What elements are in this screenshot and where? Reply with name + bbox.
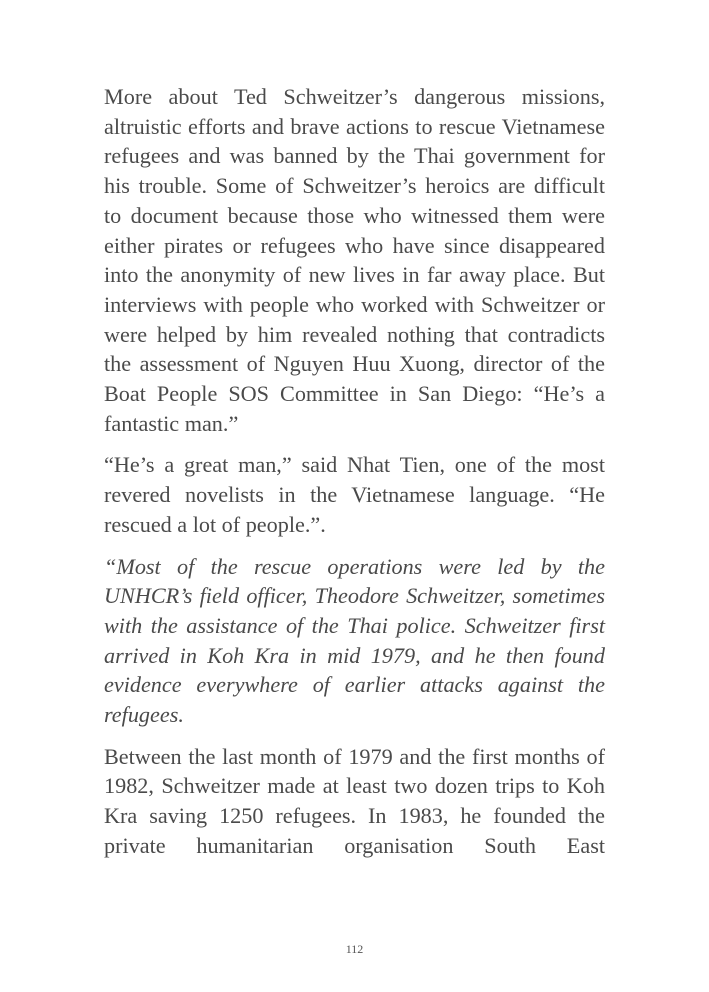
page-body [104,82,605,873]
page-number: 112 [345,942,364,956]
paragraph-nhat-tien-quote: “He’s a great man,” said Nhat Tien, one of the most revered novelists in the Vietnamese language. “He rescued a lot of people.”. [104,452,605,537]
paragraph-koh-kra-trips: Between the last month of 1979 and the first months of 1982, Schweitzer made at least two dozen trips to Koh Kra saving 1250 refugees. In 1983, he founded the private humanitarian organisation South East [104,743,605,858]
paragraph-rescue-operations-quote: “Most of the rescue operations were led by the UNHCR’s field officer, Theodore Schweitzer, sometimes with the assistance of the Thai police. Schweitzer first arrived in Koh Kra in mid 1979, and he then found evidence everywhere of earlier attacks against the refugees. [104,553,605,728]
paragraph-schweitzer-missions: More about Ted Schweitzer’s dangerous missions, altruistic efforts and brave actions to rescue Vietnamese refugees and was banned by the Thai government for his trouble. Some of Schweitzer’s heroics are difficult to document because those who witnessed them were either pirates or refugees who have since disappeared into the anonymity of new lives in far away place. But interviews with people who worked with Schweitzer or were helped by him revealed nothing that contradicts the assessment of Nguyen Huu Xuong, director of the Boat People SOS Committee in San Diego: “He’s a fantastic man.” [104,84,605,436]
